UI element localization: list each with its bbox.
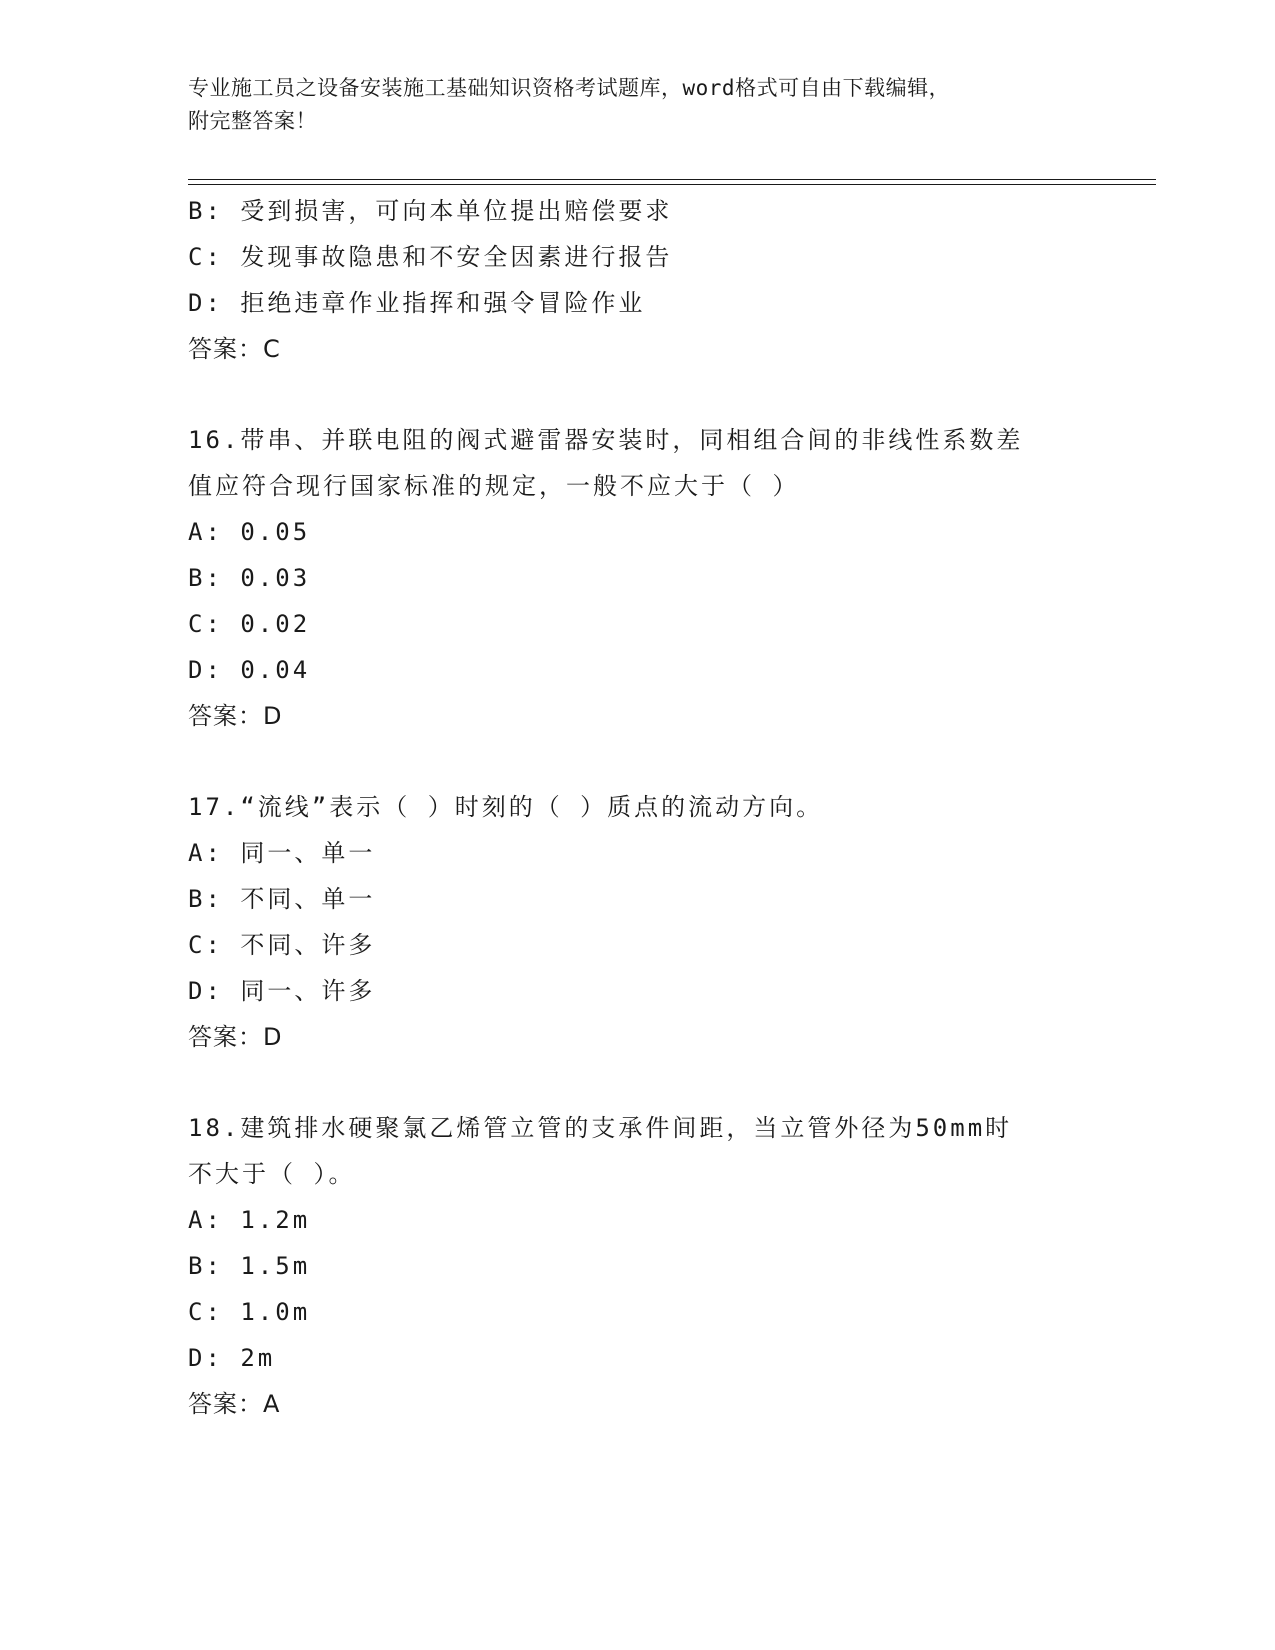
answer: 答案：D (188, 1023, 283, 1051)
question-stem-line-2: 不大于（ ）。 (188, 1160, 356, 1188)
option-c: C: 1.0m (188, 1298, 311, 1326)
question-stem-line-1: 17.“流线”表示（ ）时刻的（ ）质点的流动方向。 (188, 793, 824, 821)
option-d: D: 拒绝违章作业指挥和强令冒险作业 (188, 289, 646, 317)
spacer (188, 1060, 1148, 1105)
question-list (188, 188, 1148, 1427)
header-line-2: 附完整答案！ (188, 109, 317, 133)
option-c: C: 不同、许多 (188, 931, 376, 959)
option-a: A: 同一、单一 (188, 839, 376, 867)
answer: 答案：D (188, 702, 283, 730)
header-divider-top (188, 179, 1156, 180)
answer: 答案：A (188, 1390, 281, 1418)
question-stem-line-2: 值应符合现行国家标准的规定，一般不应大于（ ） (188, 472, 800, 500)
question-18 (188, 1105, 1148, 1427)
option-b: B: 不同、单一 (188, 885, 376, 913)
option-c: C: 0.02 (188, 610, 311, 638)
question-17 (188, 784, 1148, 1060)
spacer (188, 739, 1148, 784)
option-b: B: 受到损害，可向本单位提出赔偿要求 (188, 197, 673, 225)
document-header (188, 72, 1088, 138)
option-b: B: 0.03 (188, 564, 311, 592)
question-16 (188, 417, 1148, 739)
option-c: C: 发现事故隐患和不安全因素进行报告 (188, 243, 673, 271)
option-b: B: 1.5m (188, 1252, 311, 1280)
question-15 (188, 188, 1148, 372)
header-divider-bottom (188, 184, 1156, 185)
option-a: A: 1.2m (188, 1206, 311, 1234)
option-d: D: 同一、许多 (188, 977, 376, 1005)
answer: 答案：C (188, 335, 281, 363)
header-line-1: 专业施工员之设备安装施工基础知识资格考试题库，word格式可自由下载编辑， (188, 76, 951, 100)
option-a: A: 0.05 (188, 518, 311, 546)
spacer (188, 372, 1148, 417)
option-d: D: 2m (188, 1344, 276, 1372)
option-d: D: 0.04 (188, 656, 311, 684)
question-stem-line-1: 18.建筑排水硬聚氯乙烯管立管的支承件间距，当立管外径为50mm时 (188, 1114, 1013, 1142)
question-stem-line-1: 16.带串、并联电阻的阀式避雷器安装时，同相组合间的非线性系数差 (188, 426, 1024, 454)
